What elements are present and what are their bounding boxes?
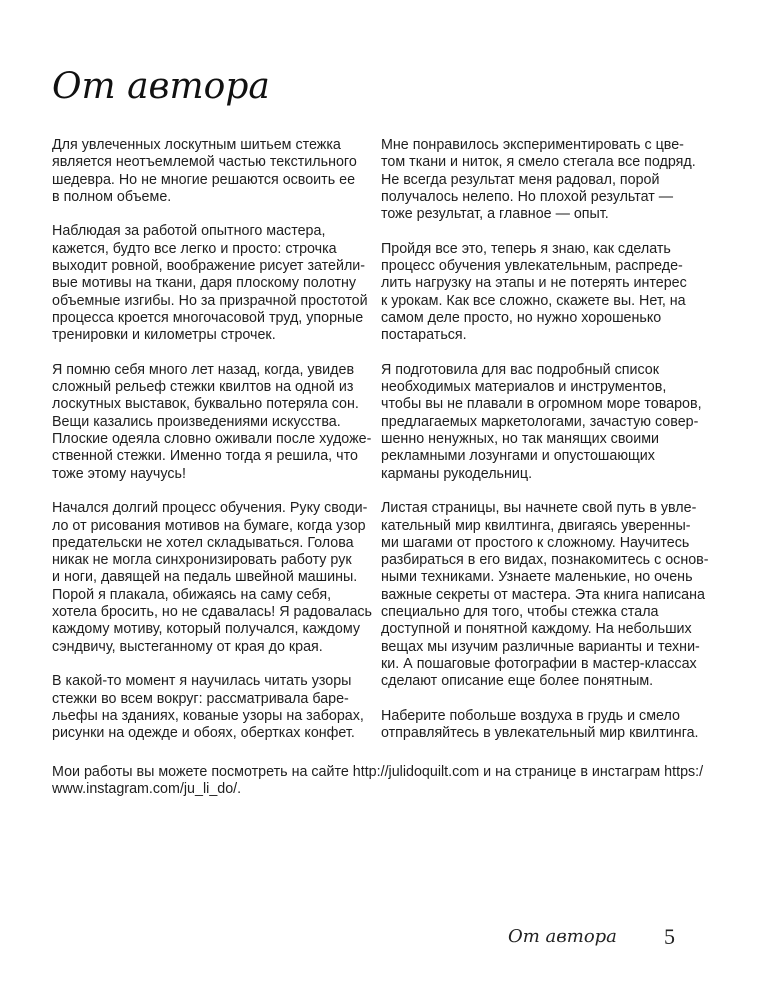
text-line: тоже результат, а главное — опыт. <box>381 206 609 223</box>
text-line: шенно ненужных, но так манящих своими <box>381 431 660 448</box>
text-line: том ткани и ниток, я смело стегала все подряд. <box>381 154 696 171</box>
text-line: Не всегда результат меня радовал, порой <box>381 171 660 188</box>
text-line: Я помню себя много лет назад, когда, увидев <box>52 361 355 378</box>
text-line: В какой-то момент я научилась читать узоры <box>52 673 352 690</box>
text-line: Для увлеченных лоскутным шитьем стежка <box>52 137 341 153</box>
text-line: Листая страницы, вы начнете свой путь в увле- <box>381 500 697 517</box>
text-line: необходимых материалов и инструментов, <box>381 379 667 396</box>
text-line: постараться. <box>381 327 467 344</box>
text-line: хотела бросить, но не сдавалась! Я радовалась <box>52 604 372 621</box>
text-line: кательный мир квилтинга, двигаясь уверенны- <box>381 517 691 534</box>
text-line: шедевра. Но не многие решаются освоить ее <box>52 171 356 188</box>
paragraph <box>52 137 357 206</box>
paragraph <box>381 137 711 223</box>
text-line: процесса кроется многочасовой труд, упорные <box>52 309 364 326</box>
text-line: Я подготовила для вас подробный список <box>381 361 659 378</box>
text-line: ными техниками. Узнаете маленькие, но очень <box>381 569 693 586</box>
text-line: сделают описание еще более понятным. <box>381 673 654 690</box>
text-line: кажется, будто все легко и просто: строчка <box>52 240 337 257</box>
text-line: каждому мотиву, который получался, каждому <box>52 621 360 638</box>
text-line: вещах мы изучим различные варианты и техни- <box>381 638 700 655</box>
text-line: стежки во всем вокруг: рассматривала баре- <box>52 690 349 707</box>
text-line: предательски не хотел складываться. Голова <box>52 534 354 551</box>
footer-note-line: www.instagram.com/ju_li_do/. <box>52 781 242 798</box>
right-column <box>381 137 711 760</box>
text-line: Порой я плакала, обижаясь на саму себя, <box>52 586 332 603</box>
running-head: От автора <box>508 926 617 947</box>
text-line: разбираться в его видах, познакомитесь с основ- <box>381 552 709 569</box>
text-line: карманы рукодельниц. <box>381 465 533 482</box>
text-line: самом деле просто, но нужно хорошенько <box>381 309 662 326</box>
paragraph <box>52 361 372 483</box>
text-line: тоже этому научусь! <box>52 465 186 482</box>
text-line: к урокам. Как все сложно, скажете вы. Нет, на <box>381 292 686 309</box>
text-line: Начался долгий процесс обучения. Руку своди- <box>52 500 368 517</box>
text-line: рекламными лозунгами и опустошающих <box>381 448 655 465</box>
footer-note-line: Мои работы вы можете посмотреть на сайте http://julidoquilt.com и на странице в инстаграм https:/ <box>52 764 704 780</box>
text-line: Пройдя все это, теперь я знаю, как сделать <box>381 240 671 257</box>
text-line: ки. А пошаговые фотографии в мастер-классах <box>381 655 697 672</box>
text-line: льефы на зданиях, кованые узоры на заборах, <box>52 707 364 724</box>
text-line: ло от рисования мотивов на бумаге, когда узор <box>52 517 366 534</box>
text-line: рисунки на одежде и обоях, обертках конфет. <box>52 725 355 742</box>
text-line: в полном объеме. <box>52 188 172 205</box>
text-line: является неотъемлемой частью текстильного <box>52 154 357 171</box>
text-line: Вещи казались произведениями искусства. <box>52 413 341 430</box>
text-line: объемные изгибы. Но за призрачной простотой <box>52 292 368 309</box>
text-line: Плоские одеяла словно оживали после художе- <box>52 431 372 448</box>
text-line: и ноги, давящей на педаль швейной машины. <box>52 569 358 586</box>
paragraph <box>52 673 364 742</box>
text-line: специально для того, чтобы стежка стала <box>381 604 659 621</box>
paragraph <box>381 500 711 690</box>
paragraph <box>381 241 711 345</box>
left-column <box>52 137 372 760</box>
text-line: тренировки и километры строчек. <box>52 327 276 344</box>
page-title: От автора <box>52 66 270 107</box>
paragraph <box>381 708 711 743</box>
page-number: 5 <box>664 924 675 949</box>
paragraph <box>52 223 368 344</box>
text-line: сэндвичу, выстеганному от края до края. <box>52 638 323 655</box>
text-line: ми шагами от простого к сложному. Научитесь <box>381 534 690 551</box>
text-line: чтобы вы не плавали в огромном море товаров, <box>381 396 702 413</box>
text-line: лоскутных выставок, буквально потеряла сон. <box>52 396 359 413</box>
text-line: важные секреты от мастера. Эта книга написана <box>381 586 705 603</box>
text-line: Наблюдая за работой опытного мастера, <box>52 223 326 240</box>
text-line: вые мотивы на ткани, даря плоскому полотну <box>52 275 357 292</box>
text-line: сложный рельеф стежки квилтов на одной из <box>52 379 354 396</box>
text-line: процесс обучения увлекательным, распреде- <box>381 258 683 275</box>
text-line: доступной и понятной каждому. На небольших <box>381 621 692 638</box>
paragraph <box>381 362 711 483</box>
footer-note <box>52 764 712 799</box>
text-line: отправляйтесь в увлекательный мир квилтинга. <box>381 725 699 742</box>
text-line: предлагаемых маркетологами, зачастую совер- <box>381 413 699 430</box>
text-line: Мне понравилось экспериментировать с цве- <box>381 137 684 153</box>
text-line: лить нагрузку на этапы и не потерять интерес <box>381 275 687 292</box>
paragraph <box>52 500 372 656</box>
text-line: выходит ровной, воображение рисует затейли- <box>52 258 366 275</box>
text-line: Наберите побольше воздуха в грудь и смело <box>381 707 680 724</box>
text-line: ственной стежки. Именно тогда я решила, что <box>52 448 358 465</box>
text-line: получалось нелепо. Но плохой результат — <box>381 188 674 205</box>
text-line: никак не могла синхронизировать работу рук <box>52 552 352 569</box>
